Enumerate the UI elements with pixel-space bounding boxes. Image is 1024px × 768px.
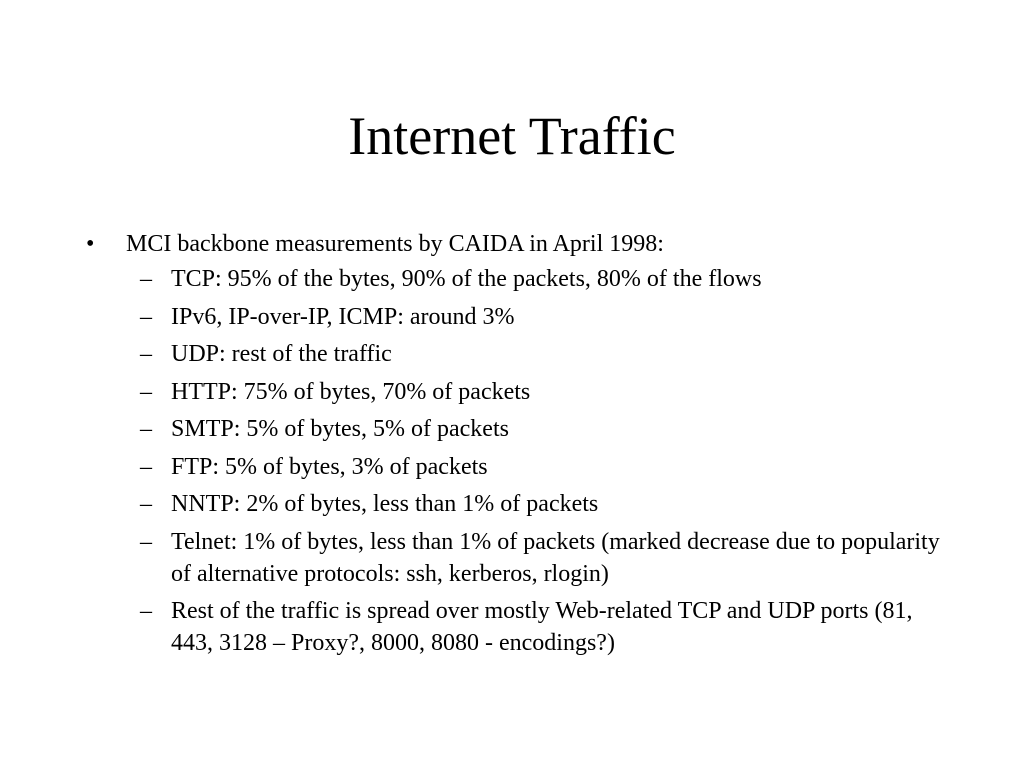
bullet-icon: • <box>86 231 95 257</box>
sub-bullet-item <box>86 413 956 445</box>
sub-bullet-item <box>86 376 956 408</box>
sub-bullet-text: FTP: 5% of bytes, 3% of packets <box>171 453 488 480</box>
slide-content <box>86 226 956 665</box>
dash-icon: – <box>140 453 152 480</box>
sub-bullet-text: NNTP: 2% of bytes, less than 1% of packets <box>171 491 599 517</box>
sub-bullet-item <box>86 263 956 295</box>
sub-bullet-text: Rest of the traffic is spread over mostly Web-related TCP and UDP ports (81, 443, 3128 – Proxy?, 8000, 8080 - encodings?) <box>171 598 913 656</box>
sub-bullet-item <box>86 451 956 483</box>
dash-icon: – <box>140 416 152 442</box>
sub-bullet-item <box>86 526 956 590</box>
dash-icon: – <box>140 491 152 517</box>
dash-icon: – <box>140 303 152 330</box>
sub-bullet-text: HTTP: 75% of bytes, 70% of packets <box>171 378 531 405</box>
sub-bullet-list <box>86 263 956 659</box>
sub-bullet-item <box>86 488 956 520</box>
slide-title: Internet Traffic <box>348 106 676 166</box>
sub-bullet-item <box>86 595 956 659</box>
sub-bullet-text: UDP: rest of the traffic <box>171 341 392 367</box>
bullet-text: MCI backbone measurements by CAIDA in April 1998: <box>126 231 664 257</box>
sub-bullet-text: TCP: 95% of the bytes, 90% of the packets, 80% of the flows <box>171 266 762 292</box>
sub-bullet-text: IPv6, IP-over-IP, ICMP: around 3% <box>171 303 515 330</box>
sub-bullet-text: Telnet: 1% of bytes, less than 1% of packets (marked decrease due to popularity of alternative protocols: ssh, kerberos, rlogin) <box>171 528 940 587</box>
dash-icon: – <box>140 598 152 624</box>
bullet-item <box>86 226 956 262</box>
dash-icon: – <box>140 266 152 292</box>
sub-bullet-item <box>86 301 956 333</box>
sub-bullet-text: SMTP: 5% of bytes, 5% of packets <box>171 416 509 442</box>
dash-icon: – <box>140 528 152 555</box>
dash-icon: – <box>140 378 152 405</box>
dash-icon: – <box>140 341 152 367</box>
sub-bullet-item <box>86 338 956 370</box>
